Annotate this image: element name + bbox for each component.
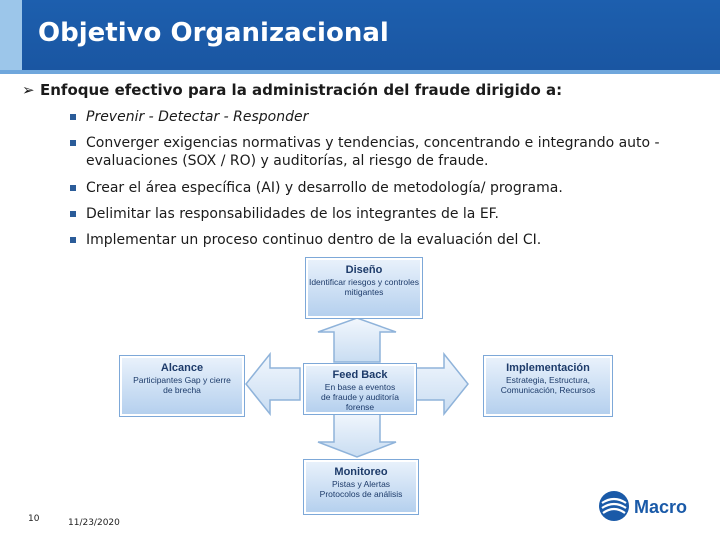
list-item-text: Converger exigencias normativas y tendencias, concentrando e integrando auto - evaluaciones (SOX / RO) y auditorías, al riesgo de fraude. — [86, 135, 660, 169]
alcance-subtitle: Participantes Gap y cierre de brecha — [133, 375, 231, 395]
alcance-title: Alcance — [160, 362, 204, 374]
arrow-down-icon — [318, 412, 396, 457]
arrow-left-icon — [246, 354, 300, 414]
page-title: Objetivo Organizacional — [38, 18, 389, 48]
feedback-subtitle: En base a eventos de fraude y auditoría forense — [321, 382, 399, 412]
diseno-title: Diseño — [345, 264, 383, 276]
list-item-text: Implementar un proceso continuo dentro de la evaluación del CI. — [86, 232, 542, 248]
main-heading-text: Enfoque efectivo para la administración del fraude dirigido a: — [40, 81, 563, 99]
slide-date: 11/23/2020 — [68, 518, 120, 528]
diseno-box — [306, 258, 422, 318]
implementacion-subtitle: Estrategia, Estructura, Comunicación, Recursos — [500, 375, 596, 395]
implementacion-title: Implementación — [506, 362, 590, 374]
monitoreo-box — [304, 460, 418, 514]
list-item-text: Crear el área específica (AI) y desarrollo de metodología/ programa. — [86, 180, 563, 196]
list-item-text: Prevenir - Detectar - Responder — [86, 109, 309, 125]
feedback-title: Feed Back — [332, 369, 388, 381]
arrow-up-icon — [318, 318, 396, 362]
diseno-subtitle: Identificar riesgos y controles mitigantes — [308, 277, 420, 297]
alcance-box — [120, 356, 244, 416]
monitoreo-title: Monitoreo — [334, 466, 388, 478]
arrow-right-icon — [414, 354, 468, 414]
monitoreo-subtitle: Pistas y Alertas Protocolos de análisis — [319, 479, 403, 499]
list-item-text: Delimitar las responsabilidades de los integrantes de la EF. — [86, 206, 499, 222]
feedback-box — [304, 364, 416, 414]
logo-wordmark: Macro — [634, 497, 688, 517]
arrow-bullet-icon: ➢ — [22, 81, 35, 99]
implementacion-box — [484, 356, 612, 416]
page-number: 10 — [28, 514, 40, 524]
